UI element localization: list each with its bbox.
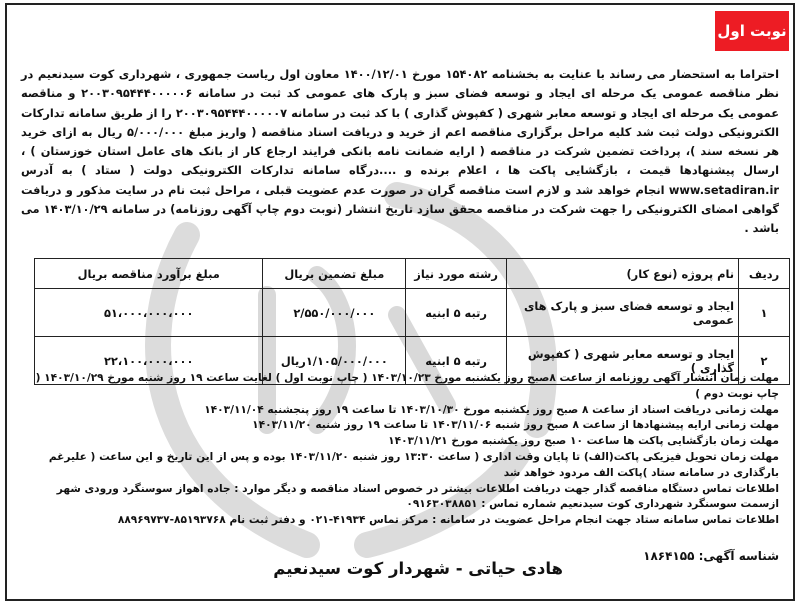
row-estimate: ۲۲،۱۰۰،۰۰۰،۰۰۰ [35, 337, 263, 385]
table-row [35, 289, 790, 337]
note-setad-contact: اطلاعات تماس سامانه ستاد جهت انجام مراحل عضویت در سامانه : مرکز تماس ۴۱۹۳۴-۰۲۱ و دفتر ثبت نام ۸۵۱۹۳۷۶۸-۸۸۹۶۹۷۳۷ [117, 514, 779, 527]
ad-id: شناسه آگهی: ۱۸۶۴۱۵۵ [643, 549, 779, 563]
row-index: ۲ [739, 337, 790, 385]
row-guarantee: ۲/۵۵۰/۰۰۰/۰۰۰ [263, 289, 406, 337]
note-opening-date: مهلت زمان بازگشایی پاکت ها ساعت ۱۰ صبح روز یکشنبه مورخ ۱۴۰۳/۱۱/۲۱ [388, 435, 779, 448]
header-guarantee: مبلغ تضمین بریال [263, 259, 406, 289]
header-estimate: مبلغ برآورد مناقصه بریال [35, 259, 263, 289]
header-project: نام پروژه (نوع کار) [506, 259, 738, 289]
row-index: ۱ [739, 289, 790, 337]
row-estimate: ۵۱،۰۰۰،۰۰۰،۰۰۰ [35, 289, 263, 337]
tender-items-table [34, 258, 790, 385]
row-rank: رتبه ۵ ابنیه [406, 289, 507, 337]
note-documents-period: مهلت زمانی دریافت اسناد از ساعت ۸ صبح روز یکشنبه مورخ ۱۴۰۳/۱۰/۳۰ تا ساعت ۱۹ روز پنجشنبه ۱۴۰۳/۱۱/۰۴ [204, 403, 779, 416]
row-rank: رتبه ۵ ابنیه [406, 337, 507, 385]
header-index: ردیف [739, 259, 790, 289]
header-rank: رشته مورد نیاز [406, 259, 507, 289]
signature: هادی حیاتی - شهردار کوت سیدنعیم [273, 559, 563, 578]
row-project: ایجاد و توسعه معابر شهری ( کفپوش گذاری ) [506, 337, 738, 385]
deadlines-list [21, 371, 779, 529]
note-organizer-contact: اطلاعات تماس دستگاه مناقصه گذار جهت دریافت اطلاعات بیشتر در خصوص اسناد مناقصه و دیگر موارد : جاده اهواز سوسنگرد ورودی شهر ازسمت سوسنگرد شهرداری کوت سیدنعیم شماره تماس : ۰۹۱۶۳۰۳۸۸۵۱ [56, 482, 779, 511]
note-proposals-period: مهلت زمانی ارایه پیشنهادها از ساعت ۸ صبح روز شنبه ۱۴۰۳/۱۱/۰۶ تا ساعت ۱۹ روز شنبه ۱۴۰۳/۱۱/۲۰ [252, 419, 779, 432]
note-envelope-delivery: مهلت زمان تحویل فیزیکی پاکت(الف) تا پایان وقت اداری ( ساعت ۱۳:۳۰ روز شنبه ۱۴۰۳/۱۱/۲۰ بوده و پس از این تاریخ و این ساعت ( علیرغم بارگذاری در سامانه ستاد )پاکت الف مردود خواهد شد [48, 450, 779, 479]
row-guarantee: ۱/۱۰۵/۰۰۰/۰۰۰ریال [263, 337, 406, 385]
note-publish-period: مهلت زمان انتشار آگهی روزنامه از ساعت ۸صبح روز یکشنبه مورخ ۱۴۰۳/۱۰/۲۳ ( چاپ نوبت اول ) لغایت ساعت ۱۹ روز شنبه مورخ ۱۴۰۳/۱۰/۲۹ ( چاپ نوبت دوم ) [35, 372, 779, 400]
table-header-row [35, 259, 790, 289]
tender-notice [5, 3, 795, 601]
notice-round-title: نوبت اول [715, 11, 789, 51]
row-project: ایجاد و توسعه فضای سبز و پارک های عمومی [506, 289, 738, 337]
intro-paragraph: احتراما به استحضار می رساند با عنایت به بخشنامه ۱۵۴۰۸۲ مورخ ۱۴۰۰/۱۲/۰۱ معاون اول ریاست جمهوری ، شهرداری کوت سیدنعیم در نظر مناقصه عمومی یک مرحله ای ایجاد و توسعه فضای سبز و پارک های عمومی کد ثبت در سامانه ۲۰۰۳۰۹۵۴۴۴۰۰۰۰۰۶ و مناقصه عمومی یک مرحله ای ایجاد و توسعه معابر شهری ( کفپوش گذاری ) با کد ثبت در سامانه ۲۰۰۳۰۹۵۴۴۴۰۰۰۰۰۷ را از طریق سامانه تدارکات الکترونیکی دولت ثبت شد کلیه مراحل برگزاری مناقصه اعم از خرید و دریافت اسناد مناقصه ( واریز مبلغ ۵/۰۰۰/۰۰۰ ریال به ازای خرید هر نسخه سند )، پرداخت تضمین شرکت در مناقصه ( ارایه ضمانت نامه بانکی فرایند ارجاع کار از بانک های عامل استان خوزستان ) ، ارسال پیشنهادها قیمت ، بازگشایی پاکت ها ، اعلام برنده و ....درگاه سامانه تدارکات الکترونیکی دولت ( ستاد ) به آدرس www.setadiran.ir انجام خواهد شد و لازم است مناقصه گران در صورت عدم عضویت قبلی ، مراحل ثبت نام در سایت مذکور و دریافت گواهی امضای الکترونیکی را جهت شرکت در مناقصه محقق سازد تاریخ انتشار (نوبت دوم چاپ آگهی روزنامه) در سامانه ۱۴۰۳/۱۰/۲۹ می باشد . [21, 67, 780, 236]
